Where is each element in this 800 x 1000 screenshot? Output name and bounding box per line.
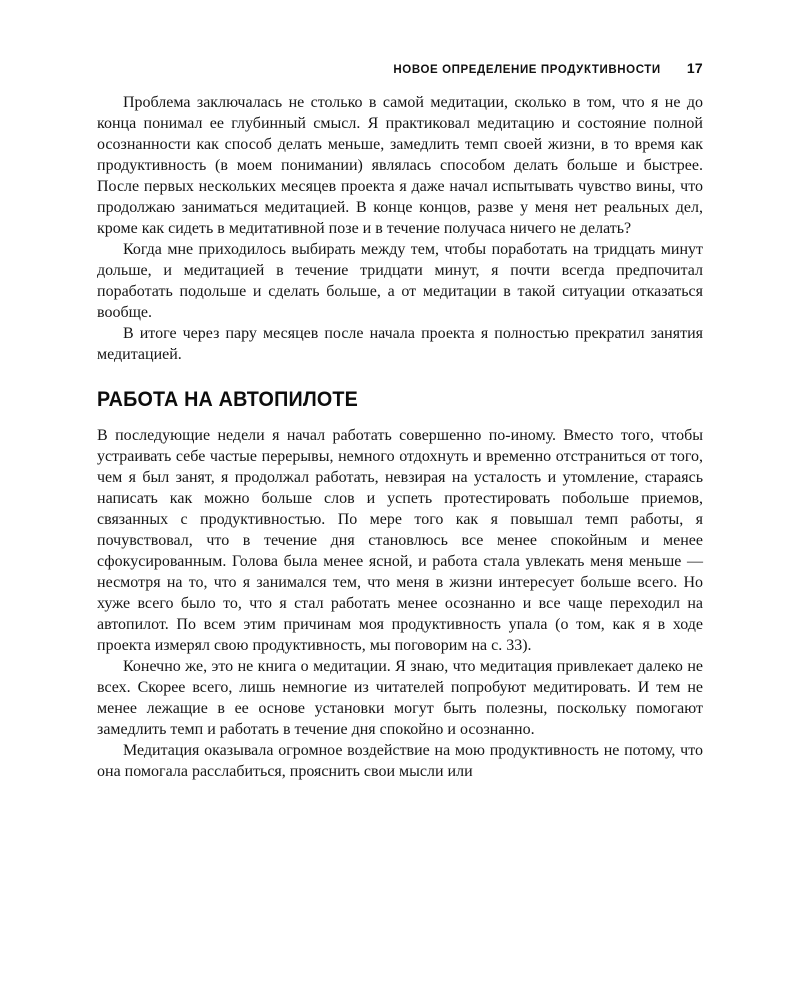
page-number: 17 [686, 60, 703, 76]
paragraph: Медитация оказывала огромное воздействие на мою продуктивность не потому, что она помогала расслабиться, прояснить свои мысли или [97, 742, 703, 780]
paragraph: В итоге через пару месяцев после начала проекта я полностью прекратил занятия медитацией. [97, 325, 703, 363]
section-heading: РАБОТА НА АВТОПИЛОТЕ [97, 388, 359, 411]
running-header-title: НОВОЕ ОПРЕДЕЛЕНИЕ ПРОДУКТИВНОСТИ [393, 64, 661, 76]
paragraph: Конечно же, это не книга о медитации. Я знаю, что медитация привлекает далеко не всех. Скорее всего, лишь немногие из читателей попробуют медитировать. И тем не менее лежащие в ее основе установки могут быть полезны, поскольку помогают замедлить темп и работать в течение дня спокойно и осознанно. [97, 658, 703, 738]
paragraph: Когда мне приходилось выбирать между тем, чтобы поработать на тридцать минут дольше, и медитацией в течение тридцати минут, я почти всегда предпочитал поработать подольше и сделать больше, а от медитации в такой ситуации отказаться вообще. [97, 241, 703, 321]
page-body-text [97, 92, 703, 782]
paragraph: Проблема заключалась не столько в самой медитации, сколько в том, что я не до конца понимал ее глубинный смысл. Я практиковал медитацию и состояние полной осознанности как способ делать меньше, замедлить темп своей жизни, в то время как продуктивность (в моем понимании) являлась способом делать больше и быстрее. После первых нескольких месяцев проекта я даже начал испытывать чувство вины, что продолжаю заниматься медитацией. В конце концов, разве у меня нет реальных дел, кроме как сидеть в медитативной позе и в течение получаса ничего не делать? [97, 94, 703, 237]
paragraph: В последующие недели я начал работать совершенно по-иному. Вместо того, чтобы устраивать себе частые перерывы, немного отдохнуть и временно отстраниться от того, чем я был занят, я продолжал работать, невзирая на усталость и утомление, стараясь написать как можно больше слов и успеть протестировать побольше приемов, связанных с продуктивностью. По мере того как я повышал темп работы, я почувствовал, что в течение дня становлюсь все менее спокойным и менее сфокусированным. Голова была менее ясной, и работа стала увлекать меня меньше — несмотря на то, что я занимался тем, что меня в жизни интересует больше всего. Но хуже всего было то, что я стал работать менее осознанно и все чаще переходил на автопилот. По всем этим причинам моя продуктивность упала (о том, как я в ходе проекта измерял свою продуктивность, мы поговорим на с. 33). [97, 427, 703, 654]
running-header [393, 60, 703, 76]
